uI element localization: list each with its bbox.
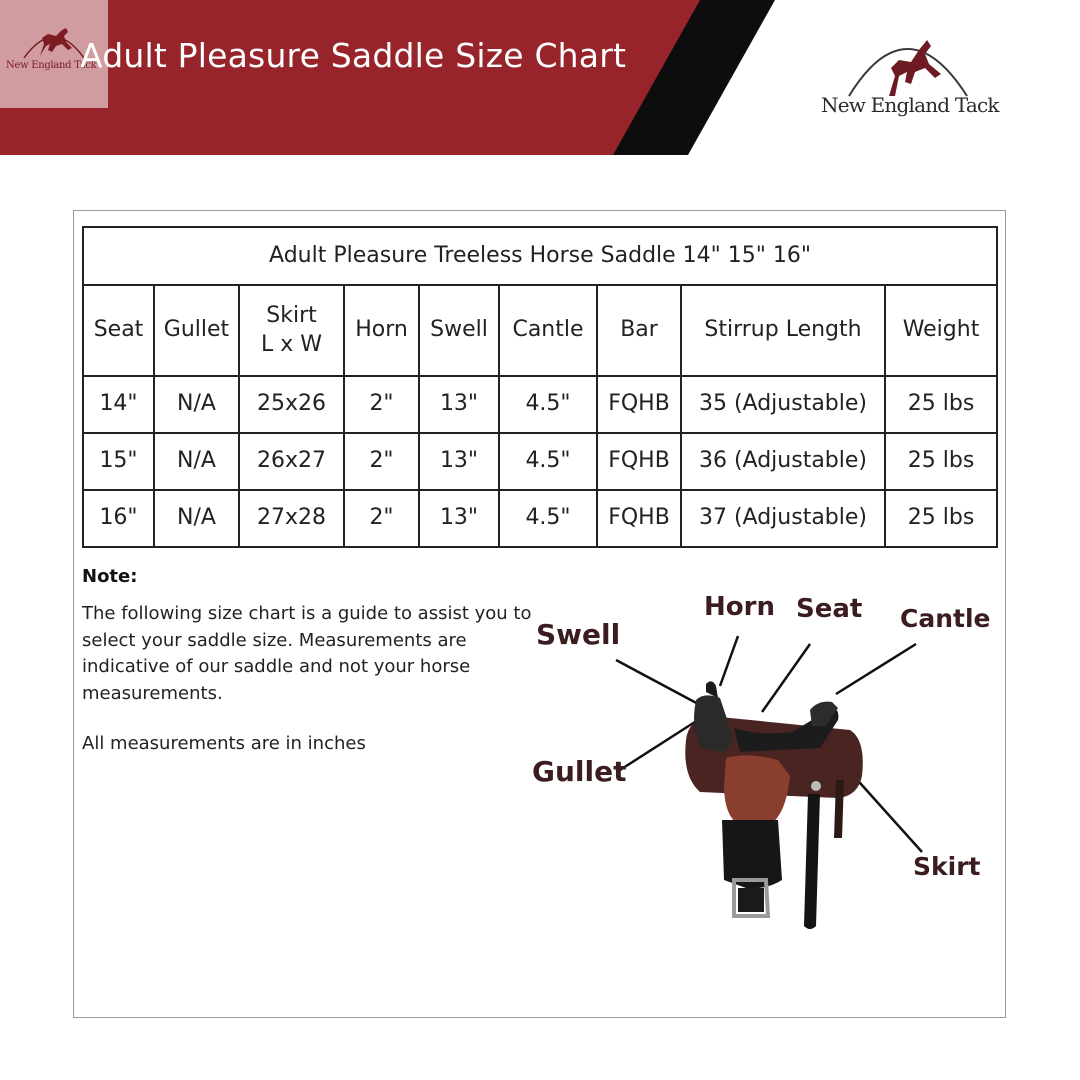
note-units: All measurements are in inches: [82, 733, 366, 754]
cell-cantle: 4.5": [499, 376, 597, 433]
cell-swell: 13": [419, 376, 499, 433]
header-gullet: Gullet: [154, 285, 239, 376]
cell-cantle: 4.5": [499, 433, 597, 490]
header-banner: [0, 0, 1080, 155]
label-swell: Swell: [536, 618, 621, 651]
cell-horn: 2": [344, 490, 419, 547]
cell-weight: 25 lbs: [885, 433, 997, 490]
header-skirt-line1: Skirt: [266, 302, 317, 328]
cell-seat: 15": [83, 433, 154, 490]
table-row: [83, 376, 997, 433]
swell-leader: [616, 660, 702, 706]
label-cantle: Cantle: [900, 604, 991, 633]
header-horn: Horn: [344, 285, 419, 376]
cell-weight: 25 lbs: [885, 376, 997, 433]
cell-stirrup-length: 35 (Adjustable): [681, 376, 885, 433]
header-seat: Seat: [83, 285, 154, 376]
saddle-body: [685, 681, 863, 929]
cell-gullet: N/A: [154, 376, 239, 433]
header-bar: Bar: [597, 285, 681, 376]
cantle-leader: [836, 644, 916, 694]
cell-horn: 2": [344, 433, 419, 490]
cell-swell: 13": [419, 433, 499, 490]
brand-name: New England Tack: [821, 93, 999, 117]
label-skirt: Skirt: [913, 852, 981, 881]
header-swell: Swell: [419, 285, 499, 376]
cell-horn: 2": [344, 376, 419, 433]
table-header-row: [83, 285, 997, 376]
cell-stirrup-length: 37 (Adjustable): [681, 490, 885, 547]
seat-leader: [762, 644, 810, 712]
page-title: Adult Pleasure Saddle Size Chart: [80, 36, 627, 75]
header-weight: Weight: [885, 285, 997, 376]
note-body: The following size chart is a guide to assist you to select your saddle size. Measurements are indicative of our saddle and not your horse measurements.: [82, 603, 532, 704]
cell-skirt: 25x26: [239, 376, 344, 433]
horse-icon: [22, 22, 86, 62]
small-logo-brand: New England Tack: [6, 60, 97, 71]
horn-leader: [720, 636, 738, 686]
header-cantle: Cantle: [499, 285, 597, 376]
cell-seat: 16": [83, 490, 154, 547]
label-horn: Horn: [704, 592, 775, 622]
note-label: Note:: [82, 566, 138, 587]
cell-bar: FQHB: [597, 433, 681, 490]
size-table: [82, 226, 998, 548]
label-seat: Seat: [796, 594, 863, 624]
cell-skirt: 26x27: [239, 433, 344, 490]
cell-stirrup-length: 36 (Adjustable): [681, 433, 885, 490]
cell-skirt: 27x28: [239, 490, 344, 547]
table-row: [83, 490, 997, 547]
header-stirrup-length: Stirrup Length: [681, 285, 885, 376]
cell-swell: 13": [419, 490, 499, 547]
label-gullet: Gullet: [532, 755, 627, 788]
saddle-diagram: [520, 580, 1000, 950]
cell-bar: FQHB: [597, 490, 681, 547]
table-caption-row: [83, 227, 997, 285]
header-skirt-line2: L x W: [260, 331, 322, 357]
cell-gullet: N/A: [154, 433, 239, 490]
cell-gullet: N/A: [154, 490, 239, 547]
skirt-leader: [852, 774, 922, 852]
horse-icon: [815, 30, 1005, 100]
table-row: [83, 433, 997, 490]
header-skirt: [239, 285, 344, 376]
cell-cantle: 4.5": [499, 490, 597, 547]
table-caption: Adult Pleasure Treeless Horse Saddle 14" 15" 16": [83, 227, 997, 285]
brand-logo: [815, 30, 1005, 130]
cell-bar: FQHB: [597, 376, 681, 433]
cell-seat: 14": [83, 376, 154, 433]
cell-weight: 25 lbs: [885, 490, 997, 547]
